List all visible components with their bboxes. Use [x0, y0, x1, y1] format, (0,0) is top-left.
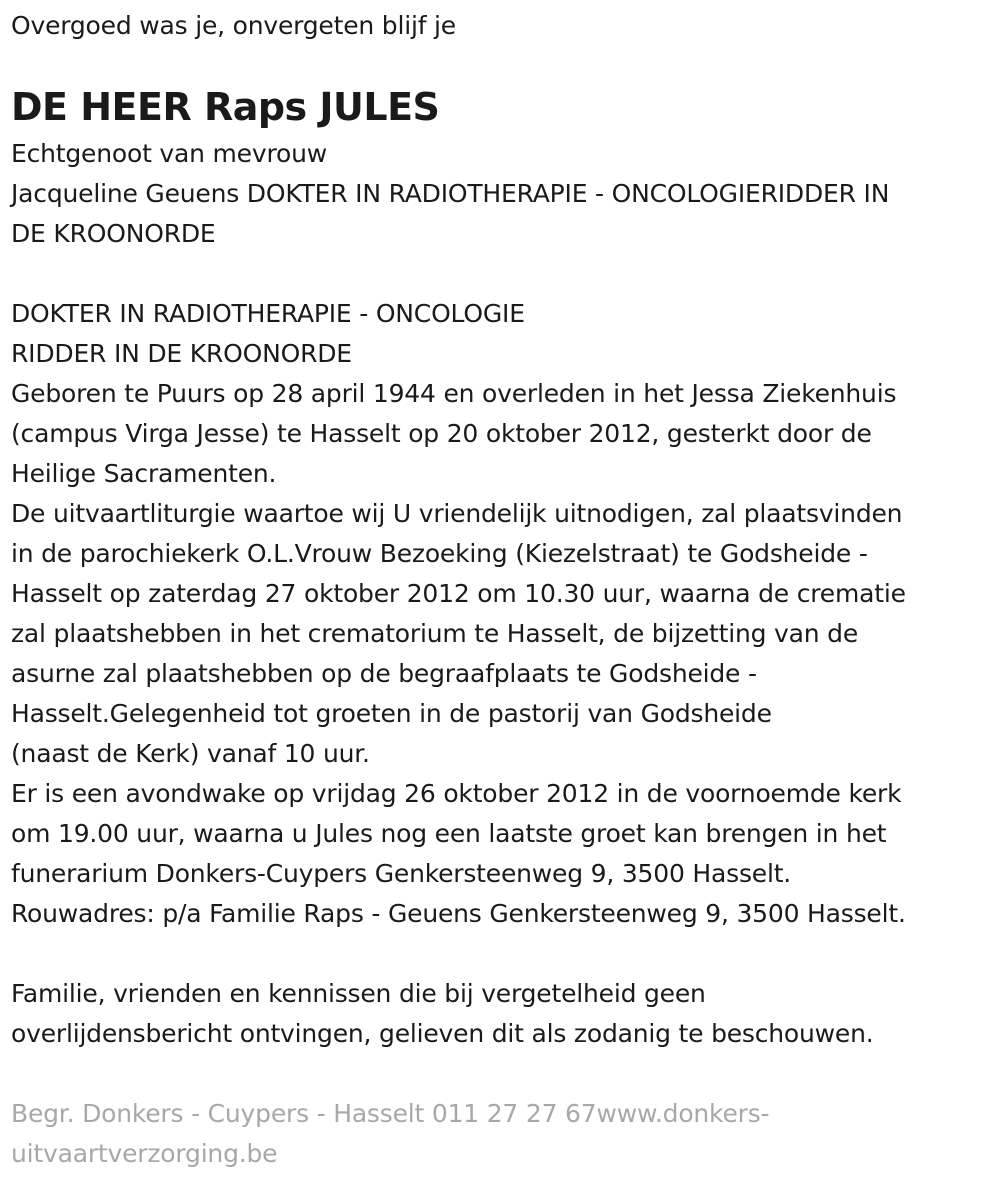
body-line: (naast de Kerk) vanaf 10 uur.: [11, 739, 370, 768]
notice-body: [11, 294, 906, 934]
body-line: RIDDER IN DE KROONORDE: [11, 339, 352, 368]
footer-line: Begr. Donkers - Cuypers - Hasselt 011 27 27 67www.donkers-: [11, 1099, 770, 1128]
motto-text: Overgoed was je, onvergeten blijf je: [11, 11, 456, 40]
body-line: Heilige Sacramenten.: [11, 459, 277, 488]
closing-line: overlijdensbericht ontvingen, gelieven dit als zodanig te beschouwen.: [11, 1019, 874, 1048]
footer-line: uitvaartverzorging.be: [11, 1139, 278, 1168]
closing-line: Familie, vrienden en kennissen die bij vergetelheid geen: [11, 979, 706, 1008]
body-line: in de parochiekerk O.L.Vrouw Bezoeking (Kiezelstraat) te Godsheide -: [11, 539, 868, 568]
body-line: Rouwadres: p/a Familie Raps - Geuens Genkersteenweg 9, 3500 Hasselt.: [11, 899, 906, 928]
body-line: zal plaatshebben in het crematorium te Hasselt, de bijzetting van de: [11, 619, 859, 648]
closing-section: [11, 974, 874, 1054]
body-line: De uitvaartliturgie waartoe wij U vriendelijk uitnodigen, zal plaatsvinden: [11, 499, 903, 528]
body-line: DOKTER IN RADIOTHERAPIE - ONCOLOGIE: [11, 299, 525, 328]
deceased-name: DE HEER Raps JULES: [11, 85, 440, 129]
body-line: om 19.00 uur, waarna u Jules nog een laatste groet kan brengen in het: [11, 819, 887, 848]
body-line: Hasselt op zaterdag 27 oktober 2012 om 10.30 uur, waarna de crematie: [11, 579, 906, 608]
body-line: Hasselt.Gelegenheid tot groeten in de pastorij van Godsheide: [11, 699, 772, 728]
undertaker-footer: [11, 1094, 769, 1174]
body-line: Er is een avondwake op vrijdag 26 oktober 2012 in de voornoemde kerk: [11, 779, 902, 808]
spouse-line: Jacqueline Geuens DOKTER IN RADIOTHERAPIE - ONCOLOGIERIDDER IN: [11, 179, 890, 208]
body-line: (campus Virga Jesse) te Hasselt op 20 oktober 2012, gesterkt door de: [11, 419, 872, 448]
body-line: funerarium Donkers-Cuypers Genkersteenweg 9, 3500 Hasselt.: [11, 859, 792, 888]
body-line: asurne zal plaatshebben op de begraafplaats te Godsheide -: [11, 659, 757, 688]
spouse-section: [11, 134, 889, 254]
spouse-line: Echtgenoot van mevrouw: [11, 139, 327, 168]
body-line: Geboren te Puurs op 28 april 1944 en overleden in het Jessa Ziekenhuis: [11, 379, 897, 408]
spouse-line: DE KROONORDE: [11, 219, 216, 248]
